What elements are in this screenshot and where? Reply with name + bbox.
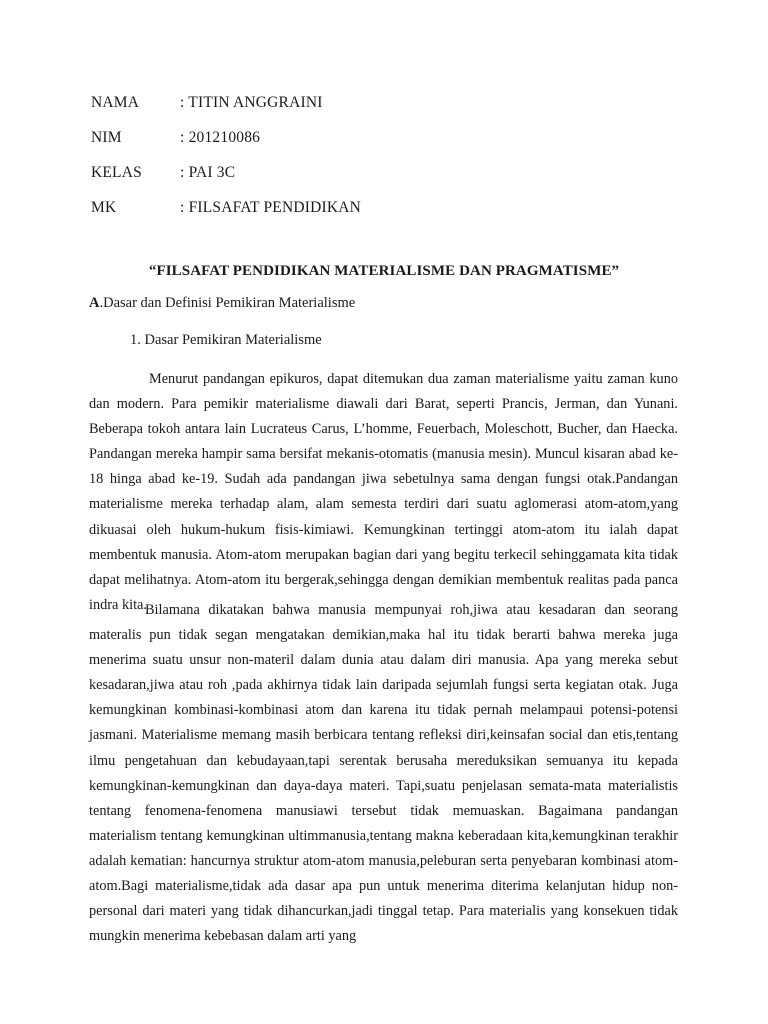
identity-row-nim — [91, 127, 511, 162]
identity-value: : 201210086 — [180, 129, 261, 146]
identity-row-nama — [91, 92, 511, 127]
identity-row-kelas — [91, 162, 511, 197]
identity-row-mk — [91, 197, 511, 232]
section-heading — [89, 292, 355, 314]
body-paragraph: Menurut pandangan epikuros, dapat ditemukan dua zaman materialisme yaitu zaman kuno dan modern. Para pemikir materialisme diawali dari Barat, seperti Prancis, Jerman, dan Yunani. Beberapa tokoh antara lain Lucrateus Carus, L’homme, Feuerbach, Moleschott, Bucher, dan Haecka. Pandangan mereka hampir sama bersifat mekanis-otomatis (manusia mesin). Muncul kisaran abad ke-18 hinga abad ke-19. Sudah ada pandangan jiwa sebetulnya sama dengan fungsi otak.Pandangan materialisme mereka terhadap alam, alam semesta terdiri dari suatu aglomerasi atom-atom,yang dikuasai oleh hukum-hukum fisis-kimiawi. Kemungkinan tertinggi atom-atom itu ialah dapat membentuk manusia. Atom-atom merupakan bagian dari yang begitu terkecil sehinggamata kita tidak dapat melihatnya. Atom-atom itu bergerak,sehingga dengan demikian membentuk realitas pada panca indra kita. — [89, 371, 678, 613]
subsection-heading: 1. Dasar Pemikiran Materialisme — [130, 332, 322, 348]
identity-value: : FILSAFAT PENDIDIKAN — [180, 199, 362, 216]
identity-value: : PAI 3C — [180, 164, 236, 181]
body-paragraph: Bilamana dikatakan bahwa manusia mempunyai roh,jiwa atau kesadaran dan seorang materalis pun tidak segan mengatakan demikian,maka hal itu tidak berarti bahwa mereka juga menerima suatu unsur non-materil dalam dunia atau dalam diri manusia. Apa yang mereka sebut kesadaran,jiwa atau roh ,pada akhirnya tidak lain daripada sejumlah fungsi serta kegiatan otak. Juga kemungkinan kombinasi-kombinasi atom dan karena itu tidak pernah melampaui potensi-potensi jasmani. Materialisme memang masih berbicara tentang refleksi diri,keinsafan social dan etis,tentang ilmu pengetahuan dan kebudayaan,tapi serentak berusaha mereduksikan semuanya itu kepada kemungkinan-kemungkinan dan daya-daya materi. Tapi,suatu penjelasan semata-mata materialistis tentang fenomena-fenomena manusiawi tersebut tidak memuaskan. Bagaimana pandangan materialism tentang kemungkinan ultimmanusia,tentang makna keberadaan kita,kemungkinan terakhir adalah kematian: hancurnya struktur atom-atom manusia,peleburan serta penyebaran kombinasi atom-atom.Bagi materialisme,tidak ada dasar apa pun untuk menerima diterima kelanjutan hidup non-personal dari materi yang tidak dihancurkan,jadi tinggal tetap. Para materialis yang konsekuen tidak mungkin menerima kebebasan dalam arti yang — [89, 602, 678, 945]
identity-label: KELAS — [91, 164, 142, 181]
document-title: “FILSAFAT PENDIDIKAN MATERIALISME DAN PRAGMATISME” — [148, 263, 620, 279]
section-letter: A — [89, 295, 100, 311]
identity-block — [91, 92, 511, 232]
identity-value: : TITIN ANGGRAINI — [180, 94, 323, 111]
section-heading-text: .Dasar dan Definisi Pemikiran Materialisme — [99, 295, 356, 311]
identity-label: NAMA — [91, 94, 140, 111]
identity-label: MK — [91, 199, 117, 216]
identity-label: NIM — [91, 129, 122, 146]
